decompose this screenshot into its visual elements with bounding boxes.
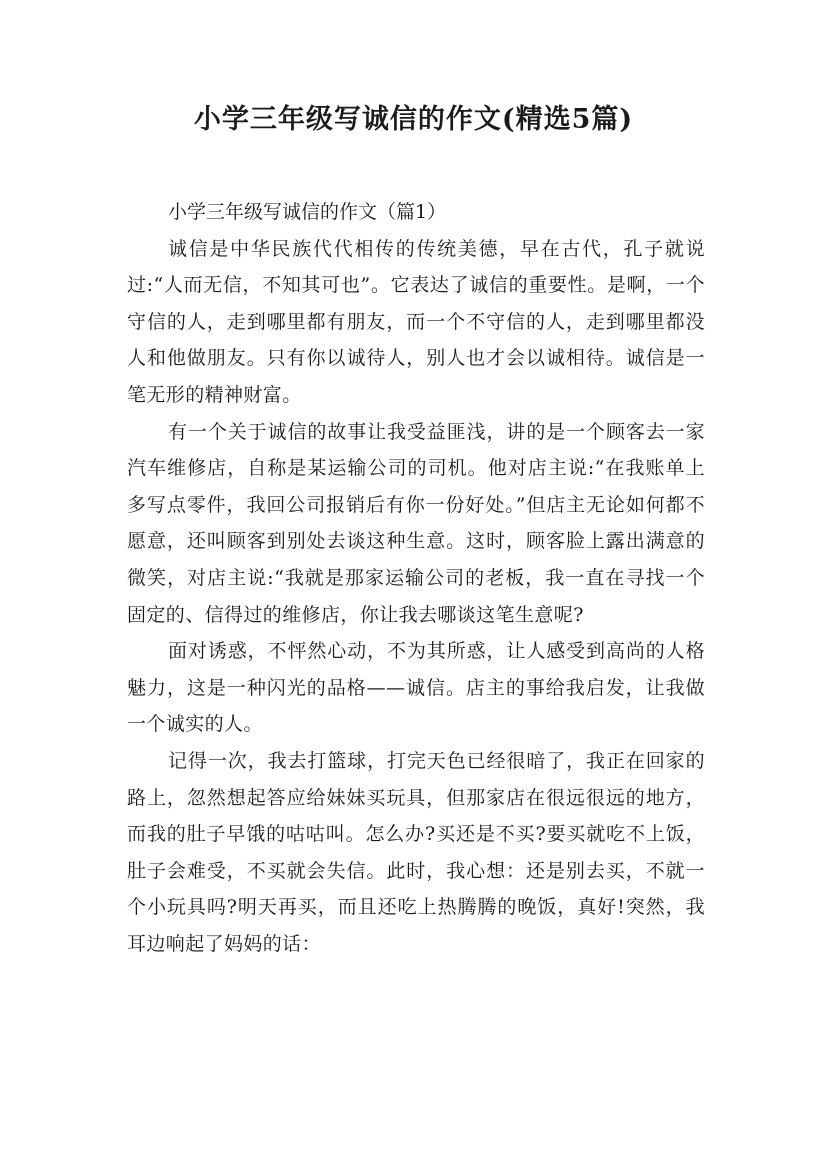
section-heading: 小学三年级写诚信的作文（篇1） bbox=[168, 201, 447, 223]
paragraph-2: 有一个关于诚信的故事让我受益匪浅，讲的是一个顾客去一家汽车维修店，自称是某运输公司的司机。他对店主说:“在我账单上多写点零件，我回公司报销后有你一份好处。”但店主无论如何都不愿意，还叫顾客到别处去谈这种生意。这时，顾客脸上露出满意的微笑，对店主说:“我就是那家运输公司的老板，我一直在寻找一个固定的、信得过的维修店，你让我去哪谈这笔生意呢? bbox=[127, 420, 705, 626]
paragraph-1: 诚信是中华民族代代相传的传统美德，早在古代，孔子就说过:“人而无信，不知其可也”。它表达了诚信的重要性。是啊，一个守信的人，走到哪里都有朋友，而一个不守信的人，走到哪里都没人和他做朋友。只有你以诚待人，别人也才会以诚相待。诚信是一笔无形的精神财富。 bbox=[127, 237, 705, 406]
document-title: 小学三年级写诚信的作文(精选5篇) bbox=[193, 104, 634, 135]
paragraph-3: 面对诱惑，不怦然心动，不为其所惑，让人感受到高尚的人格魅力，这是一种闪光的品格——诚信。店主的事给我启发，让我做一个诚实的人。 bbox=[127, 640, 705, 736]
paragraph-4: 记得一次，我去打篮球，打完天色已经很暗了，我正在回家的路上，忽然想起答应给妹妹买玩具，但那家店在很远很远的地方，而我的肚子早饿的咕咕叫。怎么办?买还是不买?要买就吃不上饭，肚子会难受，不买就会失信。此时，我心想：还是别去买，不就一个小玩具吗?明天再买，而且还吃上热腾腾的晚饭，真好!突然，我耳边响起了妈妈的话： bbox=[127, 749, 705, 955]
document-body bbox=[127, 194, 705, 962]
